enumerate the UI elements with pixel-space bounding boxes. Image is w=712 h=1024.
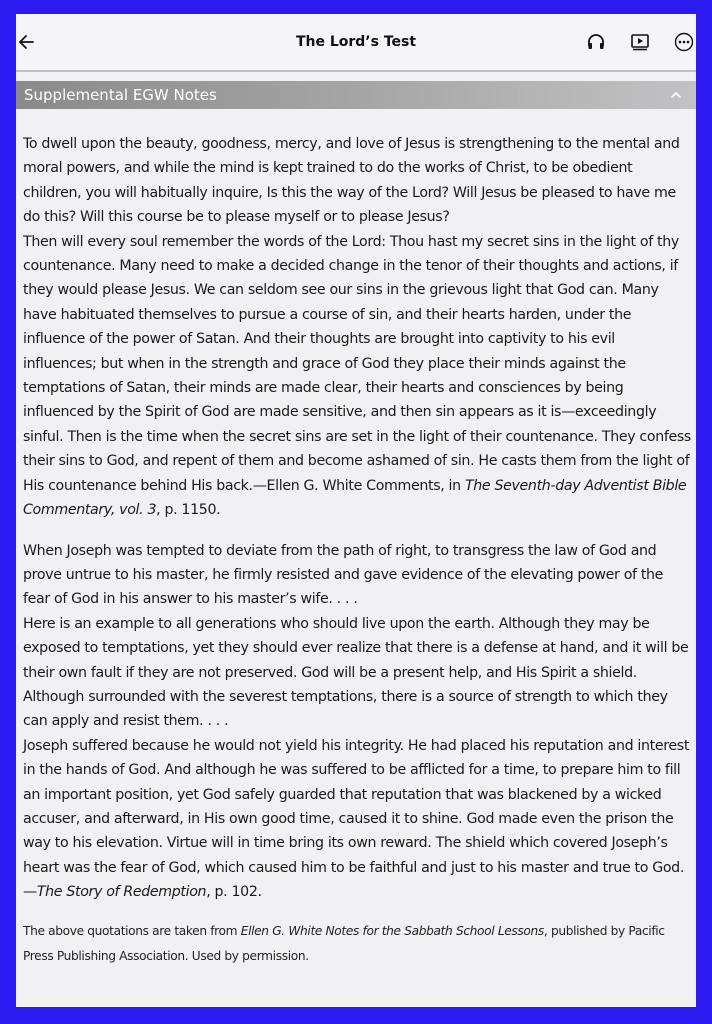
section-title: Supplemental EGW Notes	[24, 86, 217, 104]
header-divider	[16, 70, 696, 72]
footnote-citation: Ellen G. White Notes for the Sabbath School Lessons	[240, 923, 544, 938]
more-icon[interactable]	[672, 30, 696, 54]
footnote	[23, 919, 691, 969]
citation: The Story of Redemption	[36, 884, 207, 901]
footnote-text: The above quotations are taken from	[23, 923, 241, 938]
citation: The Seventh-day Adventist Bible Commentary, vol. 3	[23, 477, 687, 519]
citation-page: , p. 1150.	[156, 502, 221, 519]
headphones-icon[interactable]	[584, 30, 608, 54]
paragraph	[23, 230, 691, 523]
paragraph: When Joseph was tempted to deviate from the path of right, to transgress the law of God and prove untrue to his master, he firmly resisted and gave evidence of the elevating power of the fear of God in his answer to his master’s wife. . . .	[23, 542, 664, 608]
page-title: The Lord’s Test	[295, 34, 417, 50]
app-window	[16, 14, 696, 1007]
video-icon[interactable]	[628, 30, 652, 54]
top-navigation-bar	[16, 14, 696, 70]
chevron-up-icon[interactable]	[668, 87, 684, 103]
paragraph-text: Then will every soul remember the words of the Lord: Thou hast my secret sins in the light of thy countenance. Many need to make a decided change in the tenor of their thoughts and actions, if they would please Jesus. We can seldom see our sins in the grievous light that God can. Many have habituated themselves to pursue a course of sin, and their hearts harden, under the influence of the power of Satan. And their thoughts are brought into captivity to his evil influences; but when in the strength and grace of God they place their minds against the temptations of Satan, their minds are made clear, their hearts and consciences by being influenced by the Spirit of God are made sensitive, and then sin appears as it is—exceedingly sinful. Then is the time when the secret sins are set in the light of their countenance. They confess their sins to God, and repent of them and become ashamed of sin. He casts them from the light of His countenance behind His back.—Ellen G. White Comments, in	[23, 233, 691, 494]
paragraph: To dwell upon the beauty, goodness, mercy, and love of Jesus is strengthening to the mental and moral powers, and while the mind is kept trained to do the works of Christ, to be obedient children, you will habitually inquire, Is this the way of the Lord? Will Jesus be pleased to have me do this? Will this course be to please myself or to please Jesus?	[23, 136, 680, 226]
paragraph-text: Joseph suffered because he would not yield his integrity. He had placed his reputation and interest in the hands of God. And although he was suffered to be afflicted for a time, to prepare him to fill an important position, yet God safely guarded that reputation that was blackened by a wicked accuser, and afterward, in His own good time, caused it to shine. God made even the prison the way to his elevation. Virtue will in time bring its own reward. The shield which covered Joseph’s heart was the fear of God, which caused him to be faithful and just to his master and true to God.—	[23, 737, 690, 901]
paragraph: Here is an example to all generations who should live upon the earth. Although they may be exposed to temptations, yet they should ever realize that there is a defense at hand, and it will be their own fault if they are not preserved. God will be a present help, and His Spirit a shield. Although surrounded with the severest temptations, there is a source of strength to which they can apply and resist them. . . .	[23, 615, 689, 730]
notes-content	[23, 132, 691, 969]
arrow-left-icon[interactable]	[16, 30, 36, 54]
paragraph	[23, 734, 691, 905]
citation-page: , p. 102.	[206, 884, 262, 901]
footnote-text: , published by Pacific Press Publishing Association. Used by permission.	[23, 923, 665, 963]
section-header[interactable]	[16, 81, 696, 109]
